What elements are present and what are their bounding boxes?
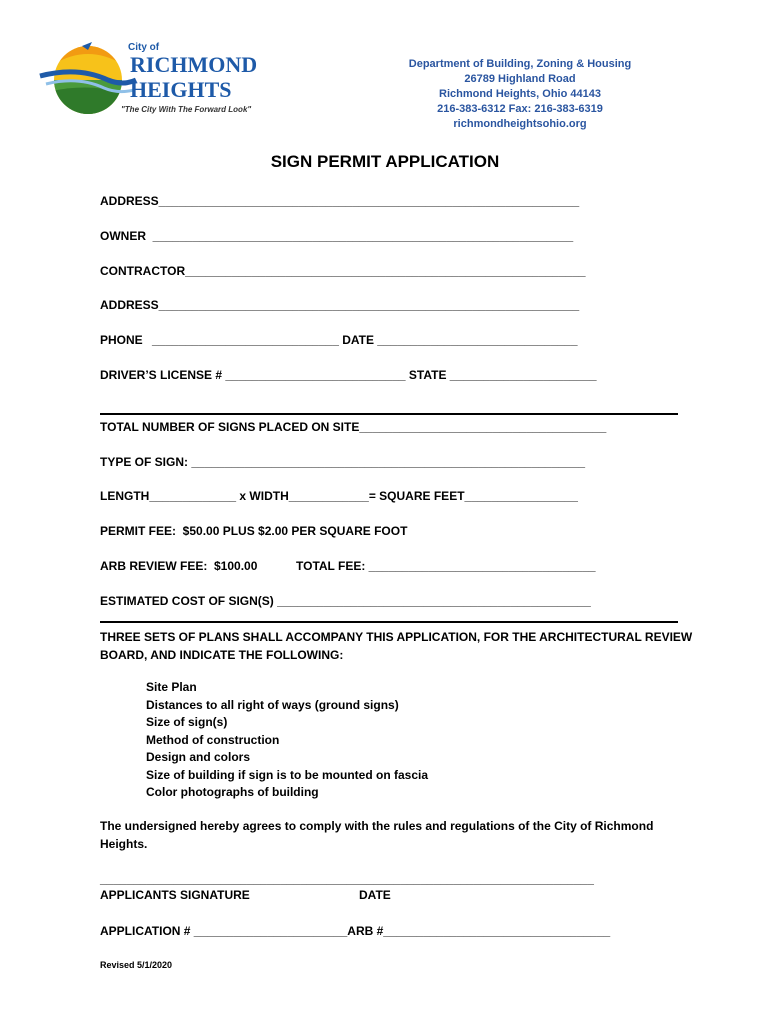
address-field-2[interactable]: ADDRESS_______________________________________________________________: [100, 298, 580, 312]
list-item: Design and colors: [146, 750, 251, 764]
phone-date-field[interactable]: ____________________________ DATE ______________________________: [152, 333, 578, 347]
dimensions-field[interactable]: LENGTH_____________ x WIDTH____________= SQUARE FEET_________________: [100, 489, 578, 503]
signature-date-label: DATE: [359, 888, 391, 902]
revised-date: Revised 5/1/2020: [100, 960, 173, 970]
phone-label: PHONE: [100, 333, 143, 347]
logo-city-of: City of: [128, 42, 160, 53]
page-title: SIGN PERMIT APPLICATION: [270, 152, 500, 171]
logo-name-line2: HEIGHTS: [130, 77, 232, 102]
plans-intro: [100, 628, 692, 664]
plans-intro-line1: THREE SETS OF PLANS SHALL ACCOMPANY THIS APPLICATION, FOR THE ARCHITECTURAL REVIEW: [100, 630, 693, 644]
section-divider-2: [100, 621, 678, 623]
department-street: 26789 Highland Road: [464, 73, 576, 85]
type-of-sign-field[interactable]: TYPE OF SIGN: ___________________________________________________________: [100, 455, 586, 469]
signature-line[interactable]: __________________________________________________________________________: [100, 872, 594, 886]
address-field-1[interactable]: ADDRESS_______________________________________________________________: [100, 194, 580, 208]
list-item: Size of sign(s): [146, 715, 228, 729]
contractor-field[interactable]: CONTRACTOR____________________________________________________________: [100, 264, 586, 278]
department-phone-fax: 216-383-6312 Fax: 216-383-6319: [437, 103, 603, 115]
department-website[interactable]: richmondheightsohio.org: [453, 118, 587, 130]
list-item: Distances to all right of ways (ground signs): [146, 697, 399, 712]
drivers-license-field[interactable]: DRIVER’S LICENSE # ___________________________ STATE ______________________: [100, 368, 597, 382]
agreement-line1: The undersigned hereby agrees to comply with the rules and regulations of the City of Richmond: [100, 819, 654, 833]
estimated-cost-field[interactable]: ESTIMATED COST OF SIGN(S) _______________________________________________: [100, 594, 591, 608]
total-signs-field[interactable]: TOTAL NUMBER OF SIGNS PLACED ON SITE_____________________________________: [100, 420, 607, 434]
plans-requirements-list: [146, 679, 428, 802]
arb-review-fee-text: ARB REVIEW FEE: $100.00: [100, 559, 258, 573]
logo-name-line1: RICHMOND: [130, 52, 258, 77]
department-header: [390, 57, 650, 132]
agreement-text: [100, 817, 653, 853]
applicant-signature-label: APPLICANTS SIGNATURE: [100, 888, 250, 902]
department-city: Richmond Heights, Ohio 44143: [439, 88, 601, 100]
permit-fee-text: PERMIT FEE: $50.00 PLUS $2.00 PER SQUARE FOOT: [100, 524, 408, 538]
list-item: Site Plan: [146, 680, 197, 694]
logo-slogan: "The City With The Forward Look": [121, 105, 252, 114]
list-item: Size of building if sign is to be mounted on fascia: [146, 767, 429, 782]
application-arb-number-field[interactable]: APPLICATION # _______________________ARB #__________________________________: [100, 924, 611, 938]
owner-field[interactable]: OWNER _______________________________________________________________: [100, 229, 574, 243]
list-item: Method of construction: [146, 732, 280, 747]
total-fee-field[interactable]: TOTAL FEE: __________________________________: [296, 559, 596, 573]
agreement-line2: Heights.: [100, 837, 148, 851]
department-name: Department of Building, Zoning & Housing: [408, 58, 632, 70]
list-item: Color photographs of building: [146, 785, 319, 799]
section-divider-1: [100, 413, 678, 415]
plans-intro-line2: BOARD, AND INDICATE THE FOLLOWING:: [100, 648, 344, 662]
